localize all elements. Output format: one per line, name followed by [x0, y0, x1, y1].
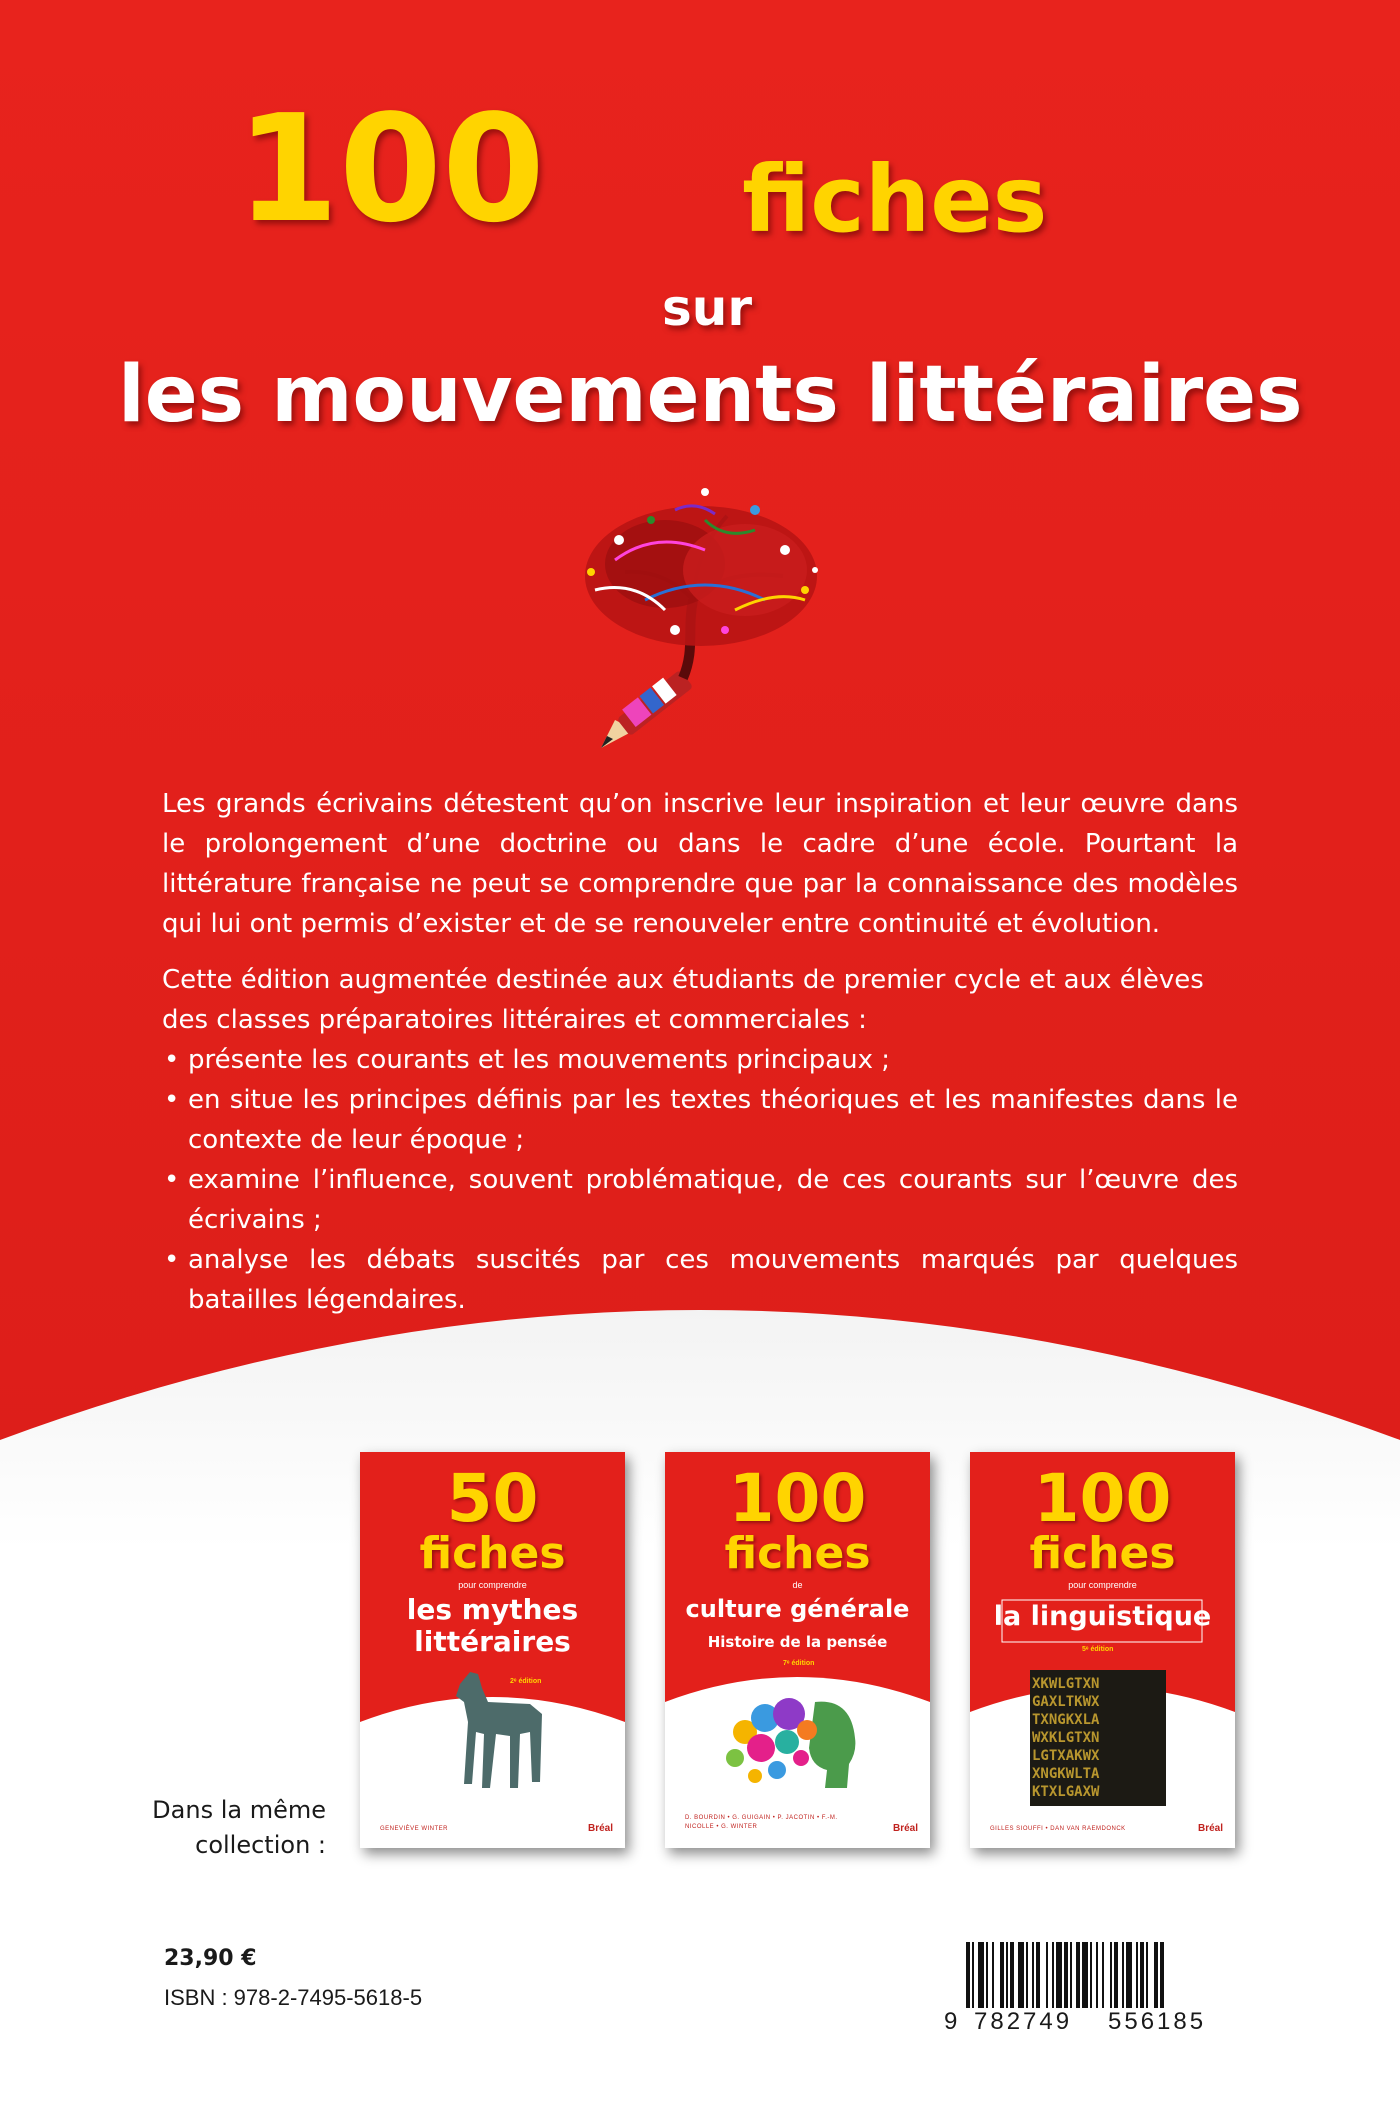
book-number: 100 — [1033, 1460, 1172, 1537]
book-small-text: de — [792, 1580, 803, 1590]
book-author: GENEVIÈVE WINTER — [380, 1826, 449, 1832]
barcode-bar — [1136, 1942, 1138, 2008]
book-fiches: fiches — [1029, 1528, 1176, 1579]
book-number: 50 — [446, 1460, 539, 1537]
svg-text:GAXLTKWX: GAXLTKWX — [1032, 1694, 1100, 1710]
barcode-bar — [1000, 1942, 1004, 2008]
svg-text:XKWLGTXN: XKWLGTXN — [1032, 1676, 1100, 1692]
svg-text:TXNGKXLA: TXNGKXLA — [1032, 1712, 1100, 1728]
book-edition: 5ᵉ édition — [1082, 1646, 1114, 1653]
barcode-bars — [944, 1942, 1244, 2012]
barcode-bar — [1160, 1942, 1164, 2008]
bullet-item: • présente les courants et les mouvements principaux ; — [162, 1040, 1238, 1080]
description-lead: Cette édition augmentée destinée aux étudiants de premier cycle et aux élèves des classes préparatoires littéraires et commerciales : — [162, 965, 1204, 1035]
barcode-bar — [1122, 1942, 1124, 2008]
book-small-text: pour comprendre — [458, 1580, 527, 1590]
tree-pencil-illustration — [555, 480, 845, 760]
barcode-bar — [992, 1942, 994, 2008]
isbn: ISBN : 978-2-7495-5618-5 — [164, 1985, 423, 2010]
barcode-bar — [1154, 1942, 1158, 2008]
book-fiches: fiches — [724, 1528, 871, 1579]
barcode-bar — [1018, 1942, 1024, 2008]
price: 23,90 € — [164, 1946, 257, 1971]
barcode-bar — [978, 1942, 984, 2008]
title-number: 100 — [236, 83, 545, 255]
barcode-bar — [1146, 1942, 1148, 2008]
barcode-bar — [1076, 1942, 1080, 2008]
book-number: 100 — [728, 1460, 867, 1537]
barcode-bar — [1046, 1942, 1048, 2008]
bullet-item: • examine l’influence, souvent problématique, de ces courants sur l’œuvre des écrivains ; — [162, 1160, 1238, 1240]
barcode-bar — [1082, 1942, 1088, 2008]
title-sur: sur — [662, 279, 753, 337]
barcode-digit-lead: 9 — [944, 2008, 958, 2035]
svg-text:LGTXAKWX: LGTXAKWX — [1032, 1748, 1100, 1764]
book-fiches: fiches — [419, 1528, 566, 1579]
book-subtitle-1: culture générale — [685, 1595, 910, 1623]
barcode-bar — [1052, 1942, 1054, 2008]
title-subject: les mouvements littéraires — [118, 350, 1303, 440]
book-edition: 2ᵉ édition — [510, 1678, 542, 1685]
barcode-bar — [1026, 1942, 1028, 2008]
barcode-bar — [986, 1942, 988, 2008]
book-small-text: pour comprendre — [1068, 1580, 1137, 1590]
book-publisher-logo: Bréal — [892, 1823, 918, 1834]
barcode — [944, 1942, 1244, 2037]
book-author: D. BOURDIN • G. GUIGAIN • P. JACOTIN • F.-M. NICOLLE • G. WINTER — [685, 1815, 838, 1830]
book-cover-culture-generale — [665, 1452, 930, 1848]
barcode-bar — [972, 1942, 974, 2008]
barcode-bar — [1096, 1942, 1098, 2008]
barcode-bar — [1110, 1942, 1112, 2008]
book-author: GILLES SIOUFFI • DAN VAN RAEMDONCK — [990, 1826, 1126, 1832]
book-cover-mythes — [360, 1452, 625, 1848]
svg-text:WXKLGTXN: WXKLGTXN — [1032, 1730, 1100, 1746]
bullet-item: • analyse les débats suscités par ces mouvements marqués par quelques batailles légendaires. — [162, 1240, 1238, 1320]
book-subtitle-2: littéraires — [414, 1625, 571, 1658]
description-intro: Les grands écrivains détestent qu’on inscrive leur inspiration et leur œuvre dans le prolongement d’une doctrine ou dans le cadre d’une école. Pourtant la littérature française ne peut se comprendre que par la connaissance des modèles qui lui ont permis d’exister et de se renouveler entre continuité et évolution. — [162, 789, 1238, 939]
book-publisher-logo: Bréal — [587, 1823, 613, 1834]
barcode-bar — [1036, 1942, 1040, 2008]
barcode-bar — [1032, 1942, 1034, 2008]
book-publisher-logo: Bréal — [1197, 1823, 1223, 1834]
barcode-bar — [1126, 1942, 1132, 2008]
barcode-bar — [1102, 1942, 1104, 2008]
barcode-bar — [1090, 1942, 1092, 2008]
barcode-bar — [1070, 1942, 1072, 2008]
description — [162, 784, 1238, 1320]
svg-text:KTXLGAXW: KTXLGAXW — [1032, 1784, 1100, 1800]
book-subtitle-1: les mythes — [406, 1593, 579, 1626]
barcode-digits-right: 556185 — [1108, 2008, 1207, 2035]
book-cover-linguistique — [970, 1452, 1235, 1848]
barcode-bar — [1140, 1942, 1144, 2008]
book-subtitle-2: Histoire de la pensée — [707, 1633, 888, 1651]
barcode-bar — [1010, 1942, 1014, 2008]
svg-text:XNGKWLTA: XNGKWLTA — [1032, 1766, 1100, 1782]
collection-label: Dans la même collection : — [152, 1796, 326, 1859]
barcode-bar — [1114, 1942, 1118, 2008]
barcode-digits-left: 782749 — [974, 2008, 1073, 2035]
barcode-bar — [966, 1942, 970, 2008]
barcode-bar — [1006, 1942, 1008, 2008]
bullet-item: • en situe les principes définis par les textes théoriques et les manifestes dans le contexte de leur époque ; — [162, 1080, 1238, 1160]
book-edition: 7ᵉ édition — [783, 1660, 815, 1667]
description-bullets — [162, 1040, 1238, 1320]
barcode-bar — [1064, 1942, 1068, 2008]
title-fiches: fiches — [742, 146, 1048, 253]
book-subtitle-1: la linguistique — [993, 1601, 1212, 1632]
barcode-bar — [1056, 1942, 1062, 2008]
